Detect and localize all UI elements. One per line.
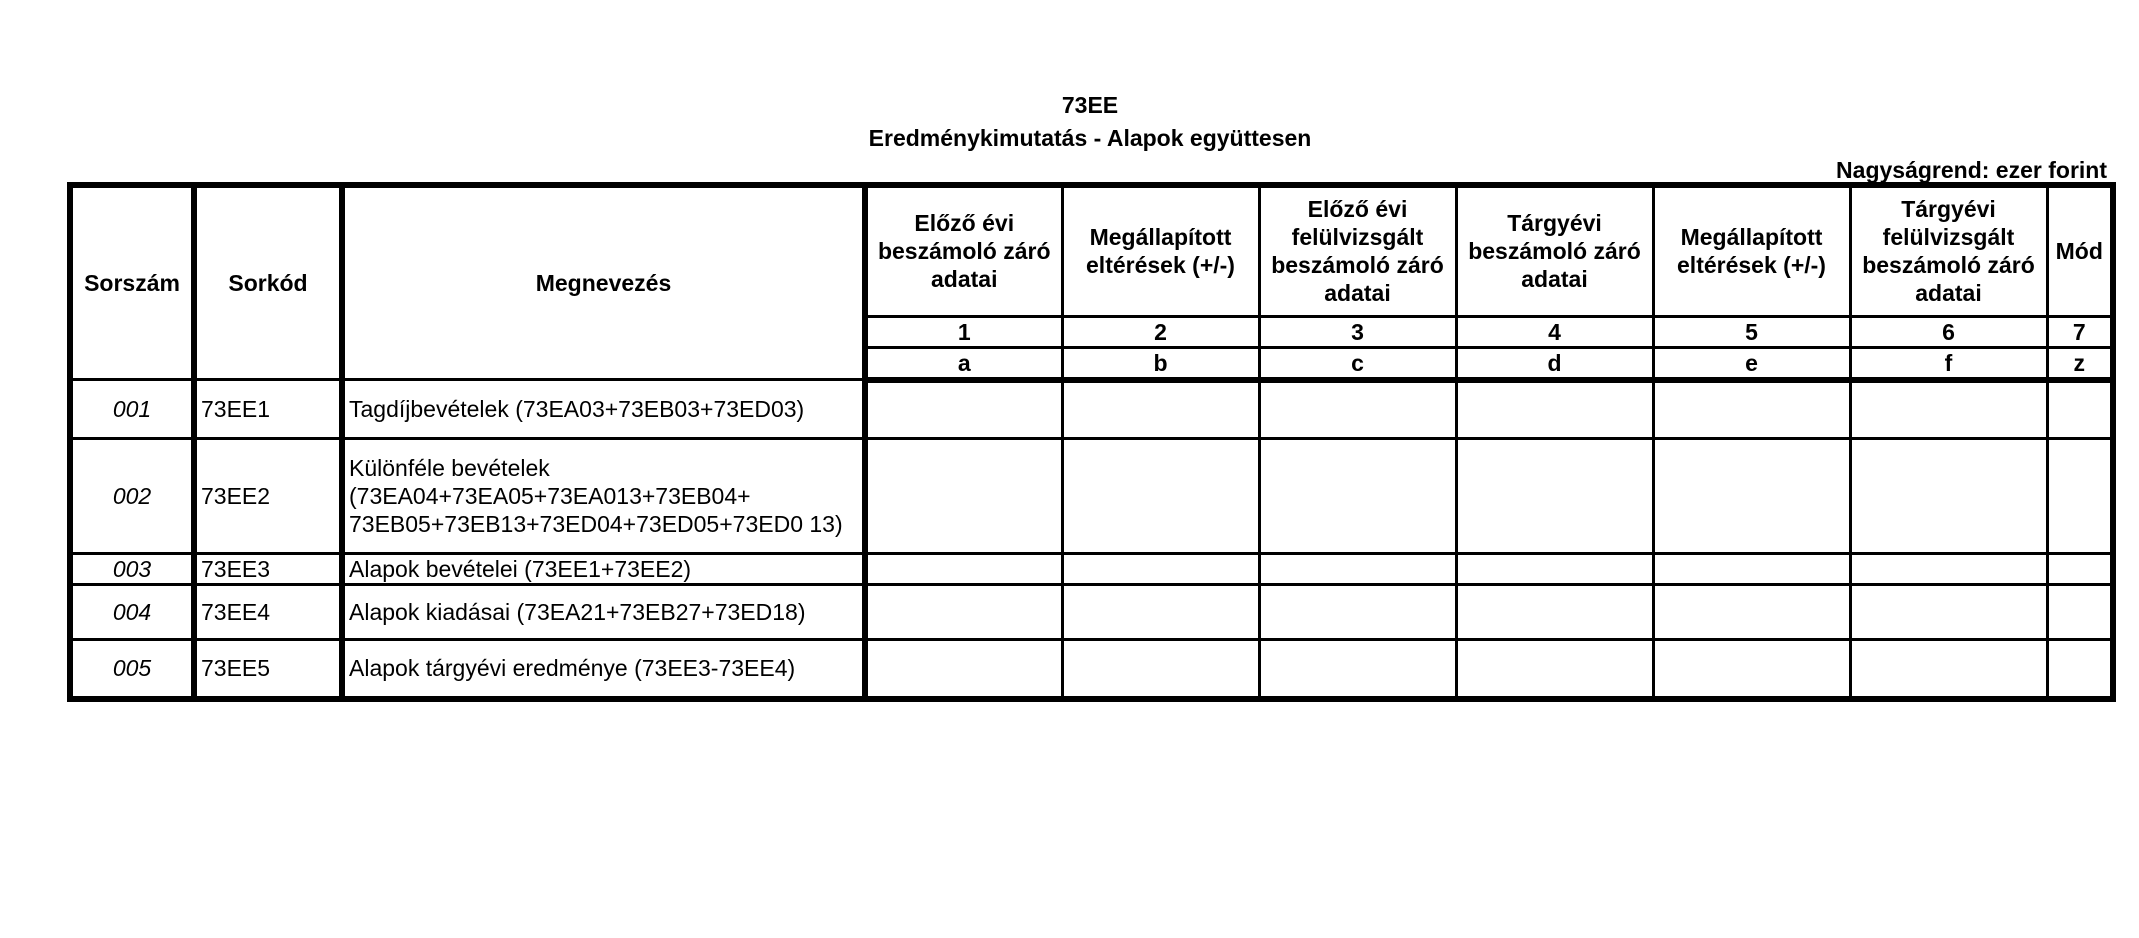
value-cell[interactable] — [1062, 439, 1259, 554]
value-cell[interactable] — [865, 554, 1062, 585]
row-name: Alapok bevételei (73EE1+73EE2) — [342, 554, 865, 585]
table-row — [70, 380, 2113, 439]
row-code: 73EE3 — [194, 554, 342, 585]
header-sorkod: Sorkód — [194, 185, 342, 380]
report-table — [67, 182, 2116, 702]
table-row — [70, 640, 2113, 699]
value-cell[interactable] — [1456, 554, 1653, 585]
row-number: 001 — [70, 380, 194, 439]
value-cell[interactable] — [1259, 585, 1456, 640]
row-code: 73EE2 — [194, 439, 342, 554]
table-row — [70, 554, 2113, 585]
header-column-label: Tárgyévi felülvizsgált beszámoló záró adatai — [1850, 185, 2047, 316]
value-cell[interactable] — [1850, 380, 2047, 439]
value-cell[interactable] — [865, 585, 1062, 640]
header-column-number: 2 — [1062, 316, 1259, 347]
header-mod: Mód — [2047, 185, 2113, 316]
value-cell[interactable] — [865, 640, 1062, 699]
table-row — [70, 585, 2113, 640]
header-column-letter: f — [1850, 347, 2047, 380]
value-cell[interactable] — [1850, 439, 2047, 554]
value-cell[interactable] — [1653, 439, 1850, 554]
value-cell[interactable] — [1062, 380, 1259, 439]
row-number: 003 — [70, 554, 194, 585]
value-cell[interactable] — [1653, 554, 1850, 585]
value-cell[interactable] — [1062, 585, 1259, 640]
value-cell[interactable] — [1850, 585, 2047, 640]
value-cell[interactable] — [1259, 554, 1456, 585]
value-cell[interactable] — [1456, 380, 1653, 439]
header-column-letter: d — [1456, 347, 1653, 380]
header-column-number: 1 — [865, 316, 1062, 347]
row-name: Alapok tárgyévi eredménye (73EE3-73EE4) — [342, 640, 865, 699]
row-number: 005 — [70, 640, 194, 699]
header-row — [70, 185, 2113, 316]
row-name: Alapok kiadásai (73EA21+73EB27+73ED18) — [342, 585, 865, 640]
unit-note: Nagyságrend: ezer forint — [1836, 157, 2107, 183]
mod-cell[interactable] — [2047, 554, 2113, 585]
value-cell[interactable] — [1456, 640, 1653, 699]
row-code: 73EE5 — [194, 640, 342, 699]
value-cell[interactable] — [1653, 380, 1850, 439]
value-cell[interactable] — [1456, 439, 1653, 554]
row-number: 004 — [70, 585, 194, 640]
value-cell[interactable] — [1850, 554, 2047, 585]
value-cell[interactable] — [865, 380, 1062, 439]
header-column-label: Előző évi felülvizsgált beszámoló záró adatai — [1259, 185, 1456, 316]
header-sorszam: Sorszám — [70, 185, 194, 380]
value-cell[interactable] — [1062, 554, 1259, 585]
mod-cell[interactable] — [2047, 640, 2113, 699]
header-column-label: Tárgyévi beszámoló záró adatai — [1456, 185, 1653, 316]
header-column-number: 6 — [1850, 316, 2047, 347]
value-cell[interactable] — [1259, 380, 1456, 439]
header-megnevezes: Megnevezés — [342, 185, 865, 380]
header-column-label: Előző évi beszámoló záró adatai — [865, 185, 1062, 316]
mod-cell[interactable] — [2047, 380, 2113, 439]
value-cell[interactable] — [1259, 439, 1456, 554]
document-code: 73EE — [1061, 92, 1119, 118]
header-column-label: Megállapított eltérések (+/-) — [1653, 185, 1850, 316]
document-title: Eredménykimutatás - Alapok együttesen — [868, 125, 1312, 151]
header-column-number: 4 — [1456, 316, 1653, 347]
value-cell[interactable] — [865, 439, 1062, 554]
row-number: 002 — [70, 439, 194, 554]
row-name: Különféle bevételek (73EA04+73EA05+73EA013+73EB04+ 73EB05+73EB13+73ED04+73ED05+73ED0 13) — [342, 439, 865, 554]
header-mod-letter: z — [2047, 347, 2113, 380]
header-column-letter: c — [1259, 347, 1456, 380]
value-cell[interactable] — [1653, 585, 1850, 640]
value-cell[interactable] — [1259, 640, 1456, 699]
row-name: Tagdíjbevételek (73EA03+73EB03+73ED03) — [342, 380, 865, 439]
header-column-number: 5 — [1653, 316, 1850, 347]
header-column-letter: e — [1653, 347, 1850, 380]
mod-cell[interactable] — [2047, 585, 2113, 640]
mod-cell[interactable] — [2047, 439, 2113, 554]
header-column-letter: b — [1062, 347, 1259, 380]
row-code: 73EE1 — [194, 380, 342, 439]
header-mod-number: 7 — [2047, 316, 2113, 347]
value-cell[interactable] — [1062, 640, 1259, 699]
header-column-number: 3 — [1259, 316, 1456, 347]
row-code: 73EE4 — [194, 585, 342, 640]
table-row — [70, 439, 2113, 554]
value-cell[interactable] — [1850, 640, 2047, 699]
value-cell[interactable] — [1653, 640, 1850, 699]
header-column-letter: a — [865, 347, 1062, 380]
header-column-label: Megállapított eltérések (+/-) — [1062, 185, 1259, 316]
value-cell[interactable] — [1456, 585, 1653, 640]
